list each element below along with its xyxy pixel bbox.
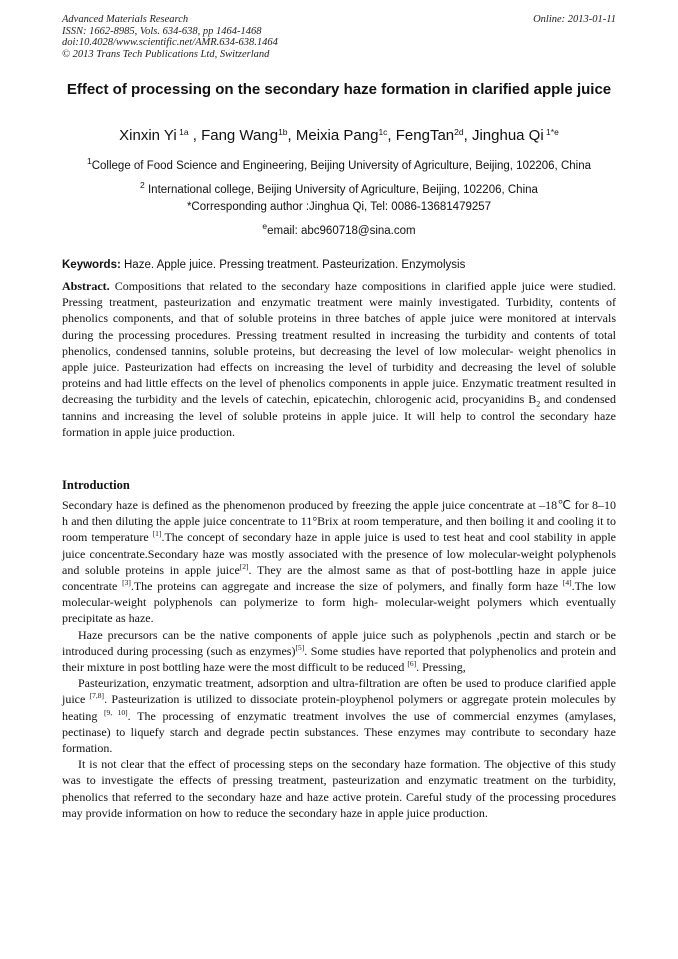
author-name: FengTan bbox=[395, 127, 455, 144]
copyright-line: © 2013 Trans Tech Publications Ltd, Switzerland bbox=[62, 48, 270, 60]
author-affiliation-mark: 1c bbox=[378, 127, 388, 137]
author-affiliation-mark: 1b bbox=[278, 127, 288, 137]
paper-title: Effect of processing on the secondary haze formation in clarified apple juice bbox=[66, 81, 612, 98]
corresponding-author: *Corresponding author :Jinghua Qi, Tel: 0086-13681479257 bbox=[186, 201, 492, 213]
author-list: Xinxin Yi $^{1a}$ , Fang Wang$^{1b}$, Meixia Pang$^{1c}$, FengTan$^{2d}$, Jinghua Qi $^{1*e}$ bbox=[119, 127, 559, 144]
keywords bbox=[62, 259, 616, 271]
paragraph: It is not clear that the effect of processing steps on the secondary haze formation. The objective of this study was to investigate the effects of pressing treatment, pasteurization and enzymatic treatment on the turbidity, phenolics that referred to the secondary haze and haze active protein. Careful study of the processing procedures may provide information on how to reduce the secondary haze in apple juice production. bbox=[62, 757, 616, 820]
journal-header bbox=[62, 14, 278, 60]
citation: [3] bbox=[122, 578, 131, 588]
author-name: Xinxin Yi bbox=[119, 127, 177, 144]
paragraph: Pasteurization, enzymatic treatment, adsorption and ultra-filtration are often be used to produce clarified apple juice [7,8]. Pasteurization is utilized to dissociate protein-ployphenol polymers or aggregate protein molecules by heating [9, 10]. The processing of enzymatic treatment involves the use of commercial enzymes (amylases, pectinase) to liquefy starch and degrade pectin substances. These enzymes may contribute to secondary haze formation. bbox=[62, 676, 617, 756]
citation: [1] bbox=[152, 529, 162, 539]
affiliation-1: $^1$College of Food Science and Engineering, Beijing University of Agriculture, Beijing, 102206, China bbox=[86, 156, 591, 172]
author-affiliation-mark: 1a bbox=[179, 127, 189, 137]
affiliation-2: $^2$ International college, Beijing University of Agriculture, Beijing, 102206, China bbox=[140, 180, 538, 196]
doi-line: doi:10.4028/www.scientific.net/AMR.634-638.1464 bbox=[62, 37, 278, 48]
citation: [4] bbox=[562, 578, 572, 588]
paragraph: Secondary haze is defined as the phenomenon produced by freezing the apple juice concentrate at –18℃ for 8–10 h and then diluting the apple juice concentrate to 11°Brix at room temperature, and then boiling it and cooling it to room temperature [1].The concept of secondary haze in apple juice is used to test heat and cool stability in apple juice concentrate.Secondary haze was mostly associated with the presence of low molecular-weight polyphenols and soluble proteins in apple juice[2]. They are the almost same as that of post-bottling haze in apple juice concentrate [3].The proteins can aggregate and increase the size of polymers, and finally form haze [4].The low molecular-weight polyphenols can polymerize to form high- molecular-weight polymers which eventually precipitate as haze. bbox=[62, 498, 617, 626]
author-email: $^e$email: abc960718@sina.com bbox=[262, 221, 416, 237]
online-date: Online: 2013-01-11 bbox=[533, 14, 616, 25]
abstract: Abstract. Compositions that related to the secondary haze compositions in clarified apple juice were studied. Pressing treatment, pasteurization and enzymatic treatment were mainly investigated. Turbidity, contents of phenolics components, and that of soluble proteins in three batches of apple juice were monitored at intervals during the processing procedures. Pressing treatment resulted in increasing the turbidity and contents of total phenolics, condensed tannins, soluble proteins, but decreasing the level of low molecular- weight phenolics in apple juice. Pasteurization had effects on increasing the level of turbidity and decreasing the level of soluble proteins and had little effects on the level of phenolics components in apple juice. Enzymatic treatment resulted in decreasing the turbidity and the levels of catechin, epicatechin, chlorogenic acid, procyanidins $B_2$ and condensed tannins and increasing the level of soluble proteins in apple juice. It will help to control the secondary haze formation in apple juice production. bbox=[62, 279, 616, 439]
citation: [6] bbox=[407, 659, 417, 669]
author-name: Jinghua Qi bbox=[471, 127, 544, 144]
citation: [9, 10] bbox=[104, 707, 128, 717]
paragraph: Haze precursors can be the native components of apple juice such as polyphenols ,pectin and starch or be introduced during processing (such as enzymes)[5]. Some studies have reported that polyphenolics and protein and their mixture in post bottling haze were the most difficult to be reduced [6]. Pressing, bbox=[62, 627, 616, 675]
citation: [7,8] bbox=[89, 691, 105, 701]
issn-line: ISSN: 1662-8985, Vols. 634-638, pp 1464-1468 bbox=[62, 25, 262, 37]
keywords-label: Keywords: bbox=[62, 259, 121, 271]
journal-name: Advanced Materials Research bbox=[62, 14, 189, 25]
introduction-heading: Introduction bbox=[62, 478, 130, 492]
author-name: Fang Wang bbox=[201, 127, 279, 144]
abstract-label: Abstract. bbox=[62, 279, 110, 293]
author-affiliation-mark: 1*e bbox=[546, 127, 559, 137]
author-name: Meixia Pang bbox=[295, 127, 379, 144]
keywords-text: Haze. Apple juice. Pressing treatment. Pasteurization. Enzymolysis bbox=[120, 259, 466, 271]
citation: [5] bbox=[295, 642, 305, 652]
introduction-body bbox=[62, 497, 616, 821]
author-affiliation-mark: 2d bbox=[454, 127, 464, 137]
citation: [2] bbox=[239, 561, 249, 571]
